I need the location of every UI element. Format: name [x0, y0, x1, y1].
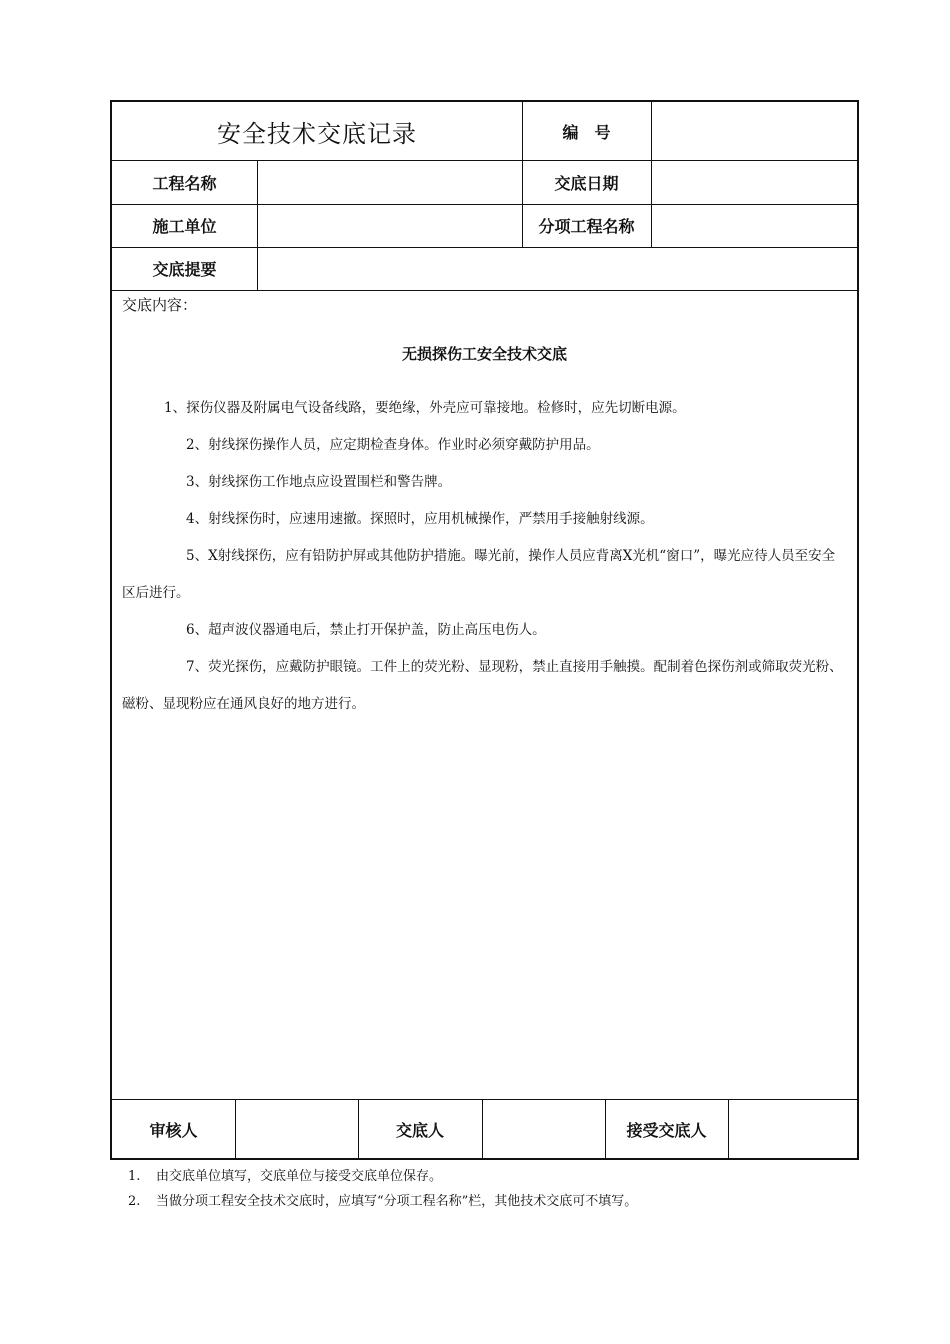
date-field[interactable] [651, 160, 859, 204]
footnote-text: 由交底单位填写，交底单位与接受交底单位保存。 [156, 1169, 443, 1184]
project-name-label: 工程名称 [152, 173, 217, 193]
receiver-label: 接受交底人 [626, 1121, 707, 1140]
contractor-label: 施工单位 [152, 217, 217, 236]
summary-label: 交底提要 [152, 260, 217, 279]
row-divider [112, 290, 857, 291]
contractor-field[interactable] [257, 204, 522, 247]
date-label: 交底日期 [554, 173, 619, 193]
list-item: 6、超声波仪器通电后，禁止打开保护盖，防止高压电伤人。 [186, 622, 546, 638]
sub-project-label: 分项工程名称 [538, 217, 635, 236]
project-name-field[interactable] [257, 160, 522, 204]
list-item: 5、X射线探伤，应有铅防护屏或其他防护措施。曝光前，操作人员应背离X光机“窗口”，曝光应待人员至安全区后进行。 [122, 548, 836, 601]
number-field[interactable] [651, 102, 859, 160]
sub-project-field[interactable] [651, 204, 859, 247]
disclosure-form [110, 100, 859, 1160]
list-item: 3、射线探伤工作地点应设置围栏和警告牌。 [186, 474, 452, 490]
reviewer-label: 审核人 [149, 1121, 198, 1140]
content-label: 交底内容： [122, 296, 198, 314]
footnote-text: 当做分项工程安全技术交底时，应填写“分项工程名称”栏，其他技术交底可不填写。 [156, 1194, 638, 1209]
list-item: 7、荧光探伤，应戴防护眼镜。工件上的荧光粉、显现粉，禁止直接用手触摸。配制着色探伤剂或筛取荧光粉、磁粉、显现粉应在通风良好的地方进行。 [122, 659, 843, 712]
reviewer-field[interactable] [235, 1099, 358, 1160]
list-item: 1、探伤仪器及附属电气设备线路，要绝缘，外壳应可靠接地。检修时，应先切断电源。 [164, 400, 686, 416]
footnote [128, 1189, 637, 1214]
summary-field[interactable] [257, 247, 859, 290]
receiver-field[interactable] [728, 1099, 859, 1160]
content-items [122, 390, 847, 723]
discloser-label: 交底人 [395, 1121, 444, 1140]
content-title: 无损探伤工安全技术交底 [401, 345, 567, 363]
footnote-number: 2. [128, 1194, 141, 1209]
footnote [128, 1164, 637, 1189]
form-title: 安全技术交底记录 [217, 119, 417, 148]
footnote-number: 1. [128, 1169, 141, 1184]
list-item: 4、射线探伤时，应速用速撤。探照时，应用机械操作，严禁用手接触射线源。 [186, 511, 654, 527]
discloser-field[interactable] [482, 1099, 605, 1160]
list-item: 2、射线探伤操作人员，应定期检查身体。作业时必须穿戴防护用品。 [186, 437, 600, 453]
footnotes [128, 1164, 637, 1214]
number-label: 编 号 [562, 122, 611, 142]
